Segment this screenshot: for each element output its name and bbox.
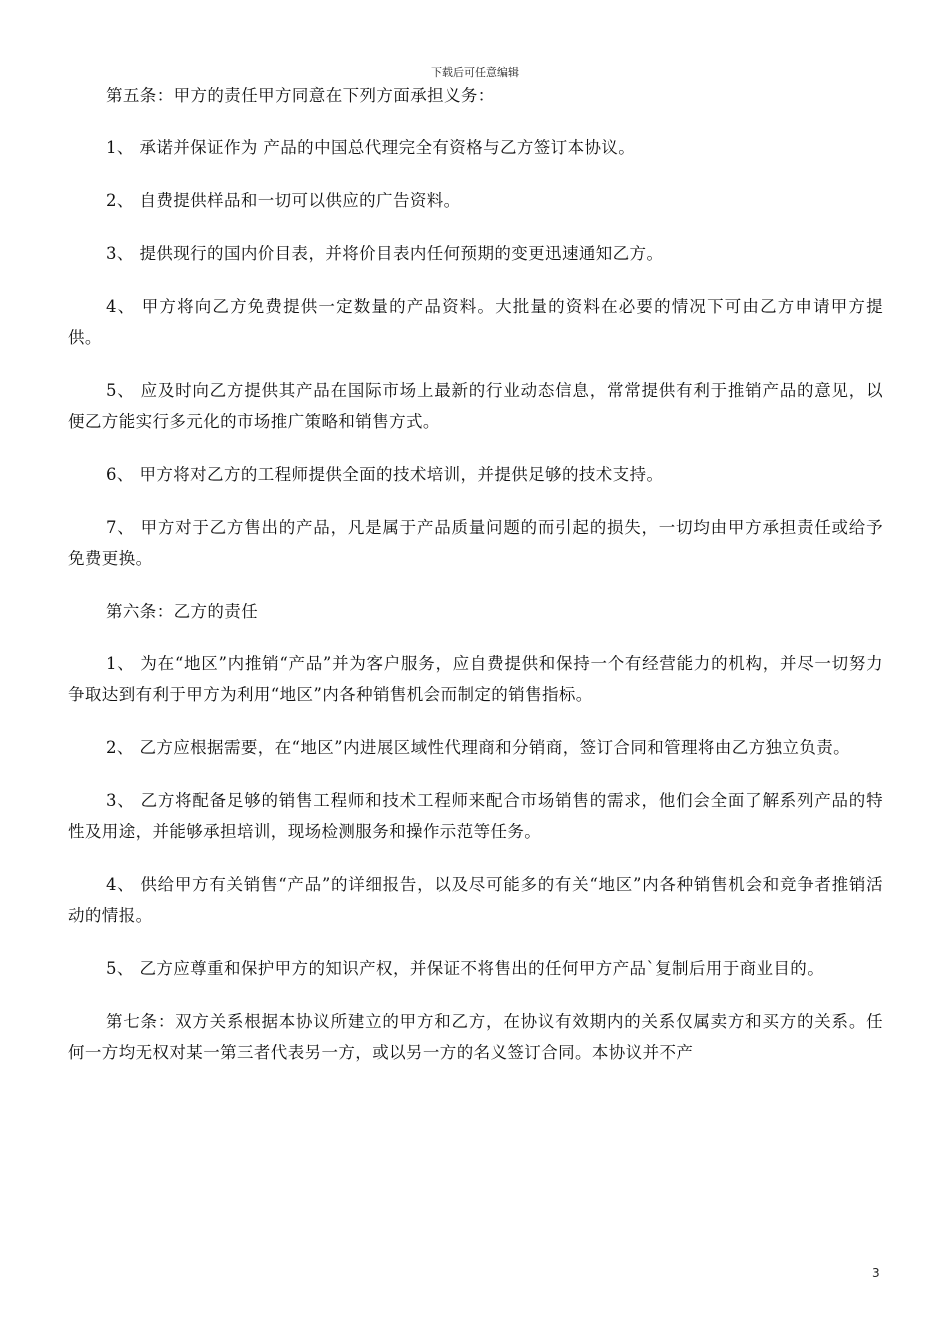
page-number: 3 [872, 1266, 880, 1280]
article-5-item-5: 5、 应及时向乙方提供其产品在国际市场上最新的行业动态信息，常常提供有利于推销产品的意见，以便乙方能实行多元化的市场推广策略和销售方式。 [68, 381, 883, 431]
article-6-item-1: 1、 为在“地区”内推销“产品”并为客户服务，应自费提供和保持一个有经营能力的机构，并尽一切努力争取达到有利于甲方为利用“地区”内各种销售机会而制定的销售指标。 [68, 654, 883, 704]
document-body [68, 80, 883, 1090]
article-5-item-6: 6、 甲方将对乙方的工程师提供全面的技术培训，并提供足够的技术支持。 [106, 465, 664, 484]
article-5-item-1: 1、 承诺并保证作为 产品的中国总代理完全有资格与乙方签订本协议。 [106, 138, 636, 157]
article-7-paragraph: 第七条：双方关系根据本协议所建立的甲方和乙方，在协议有效期内的关系仅属卖方和买方的关系。任何一方均无权对某一第三者代表另一方，或以另一方的名义签订合同。本协议并不产 [68, 1012, 883, 1062]
article-6-item-3: 3、 乙方将配备足够的销售工程师和技术工程师来配合市场销售的需求，他们会全面了解系列产品的特性及用途，并能够承担培训，现场检测服务和操作示范等任务。 [68, 791, 883, 841]
article-6-item-4: 4、 供给甲方有关销售“产品”的详细报告，以及尽可能多的有关“地区”内各种销售机会和竞争者推销活动的情报。 [68, 875, 883, 925]
article-5-item-4: 4、 甲方将向乙方免费提供一定数量的产品资料。大批量的资料在必要的情况下可由乙方申请甲方提供。 [68, 297, 883, 347]
article-6-heading: 第六条：乙方的责任 [106, 602, 259, 621]
article-5-heading: 第五条：甲方的责任甲方同意在下列方面承担义务： [106, 86, 495, 105]
article-5-item-3: 3、 提供现行的国内价目表，并将价目表内任何预期的变更迅速通知乙方。 [106, 244, 664, 263]
header-note: 下载后可任意编辑 [431, 66, 519, 79]
article-5-item-2: 2、 自费提供样品和一切可以供应的广告资料。 [106, 191, 461, 210]
article-6-item-5: 5、 乙方应尊重和保护甲方的知识产权，并保证不将售出的任何甲方产品`复制后用于商业目的。 [106, 959, 825, 978]
article-6-item-2: 2、 乙方应根据需要，在“地区”内进展区域性代理商和分销商，签订合同和管理将由乙方独立负责。 [106, 738, 851, 757]
article-5-item-7: 7、 甲方对于乙方售出的产品，凡是属于产品质量问题的而引起的损失，一切均由甲方承担责任或给予免费更换。 [68, 518, 883, 568]
